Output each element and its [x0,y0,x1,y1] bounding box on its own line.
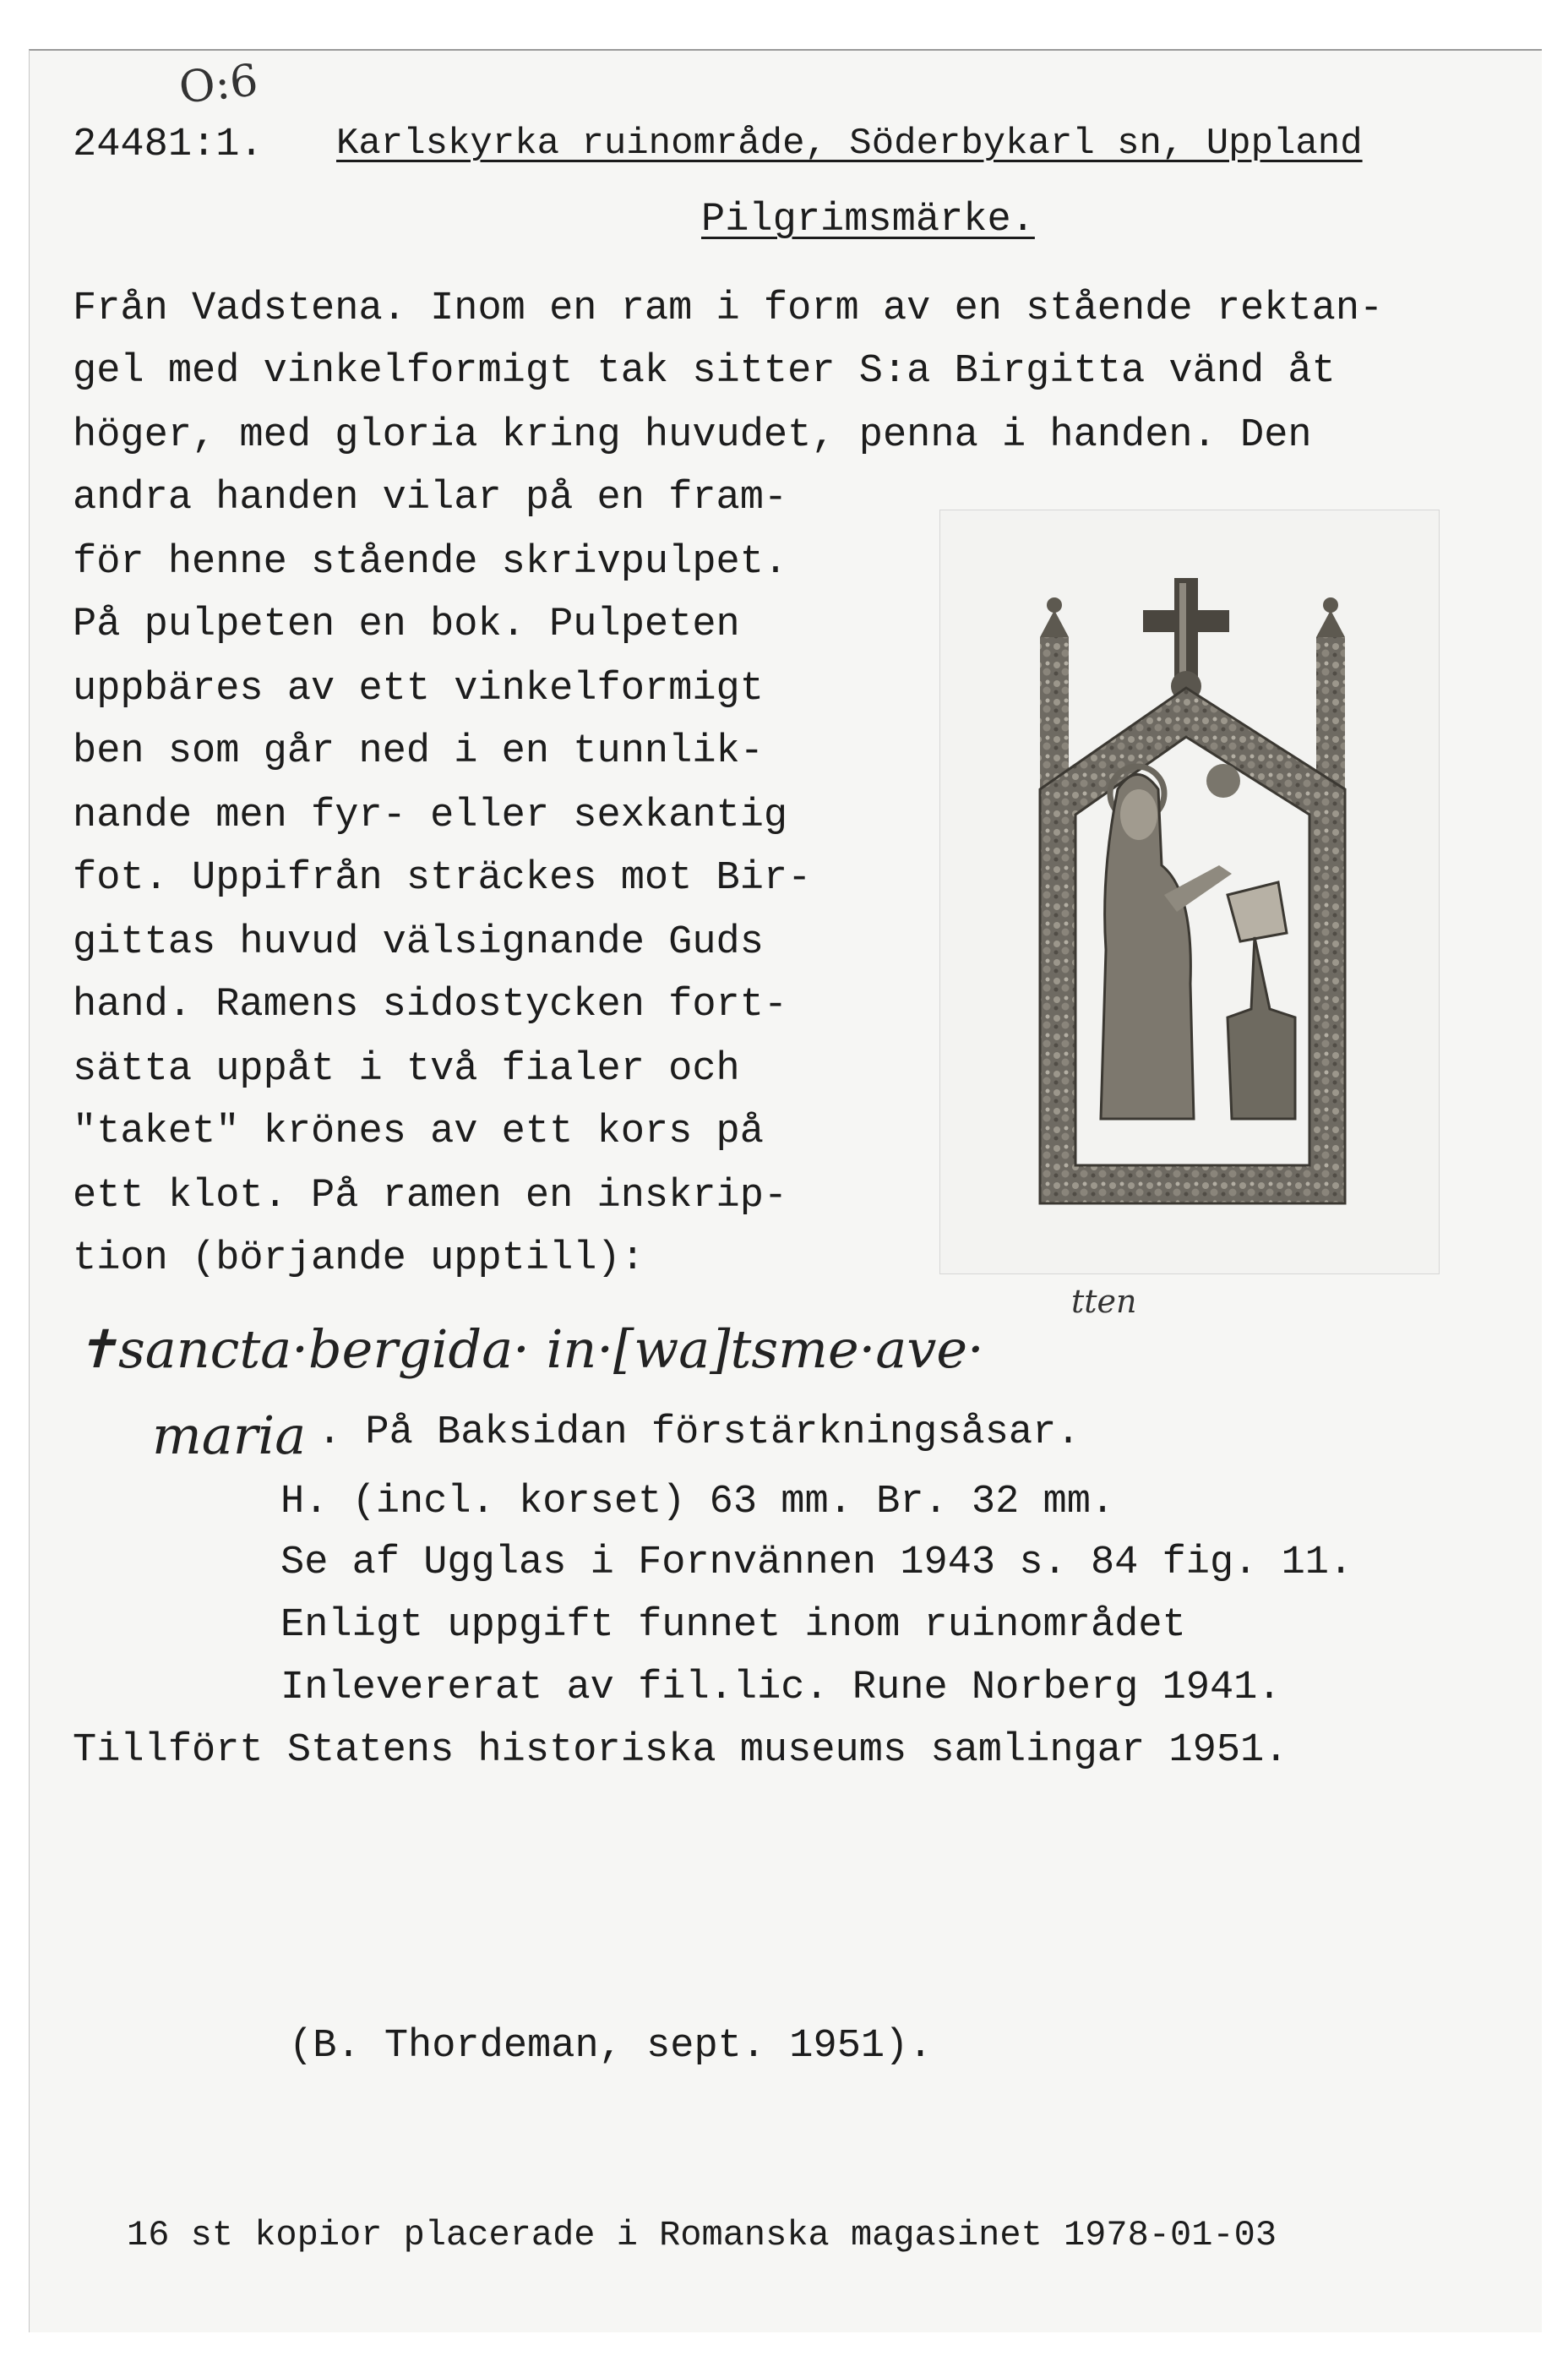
detail-line: Inlevererat av fil.lic. Rune Norberg 1941. [280,1666,1282,1710]
description-line: fot. Uppifrån sträckes mot Bir- [73,856,812,901]
description-line: höger, med gloria kring huvudet, penna i handen. Den [73,413,1312,458]
pinnacle-right-icon [1316,597,1345,789]
description-line: gittas huvud välsignande Guds [73,920,764,965]
object-title: Pilgrimsmärke. [701,198,1035,243]
badge-photograph [939,510,1440,1274]
description-line: tion (börjande upptill): [73,1236,645,1281]
inscription-line: ✝sancta·bergida· in·[wa]tsme·ave· [74,1318,984,1380]
footer-note: 16 st kopior placerade i Romanska magasinet 1978-01-03 [127,2215,1277,2255]
description-line: hand. Ramens sidostycken fort- [73,983,788,1028]
pinnacle-left-icon [1040,597,1069,789]
description-line: uppbäres av ett vinkelformigt [73,667,764,712]
description-line: sätta uppåt i två fialer och [73,1047,740,1092]
description-line: På pulpeten en bok. Pulpeten [73,603,740,647]
saint-birgitta-icon [1101,764,1295,1119]
description-line: ben som går ned i en tunnlik- [73,729,764,774]
detail-line: Se af Ugglas i Fornvännen 1943 s. 84 fig. 11. [280,1541,1353,1585]
description-line: nande men fyr- eller sexkantig [73,794,788,838]
description-line: gel med vinkelformigt tak sitter S:a Birgitta vänd åt [73,349,1336,394]
catalog-number: 24481:1. [73,123,264,167]
cross-icon [1143,578,1229,679]
description-line: "taket" krönes av ett kors på [73,1110,764,1154]
author-signature: (B. Thordeman, sept. 1951). [289,2024,933,2069]
inscription-line-maria: maria [152,1404,307,1466]
description-line: ett klot. På ramen en inskrip- [73,1174,788,1219]
backside-note: . På Baksidan förstärkningsåsar. [318,1410,1081,1455]
detail-line: Enligt uppgift funnet inom ruinområdet [280,1603,1186,1648]
detail-line: H. (incl. korset) 63 mm. Br. 32 mm. [280,1480,1115,1524]
description-line: för henne stående skrivpulpet. [73,540,788,585]
pencil-mark: O:6 [177,55,261,114]
find-location: Karlskyrka ruinområde, Söderbykarl sn, Uppland [336,123,1363,165]
description-line: andra handen vilar på en fram- [73,476,788,521]
description-line: Från Vadstena. Inom en ram i form av en stående rektan- [73,286,1384,331]
frame-icon [1040,688,1345,1203]
transfer-note: Tillfört Statens historiska museums samlingar 1951. [73,1728,1288,1773]
inscription-correction: tten [1071,1283,1137,1320]
